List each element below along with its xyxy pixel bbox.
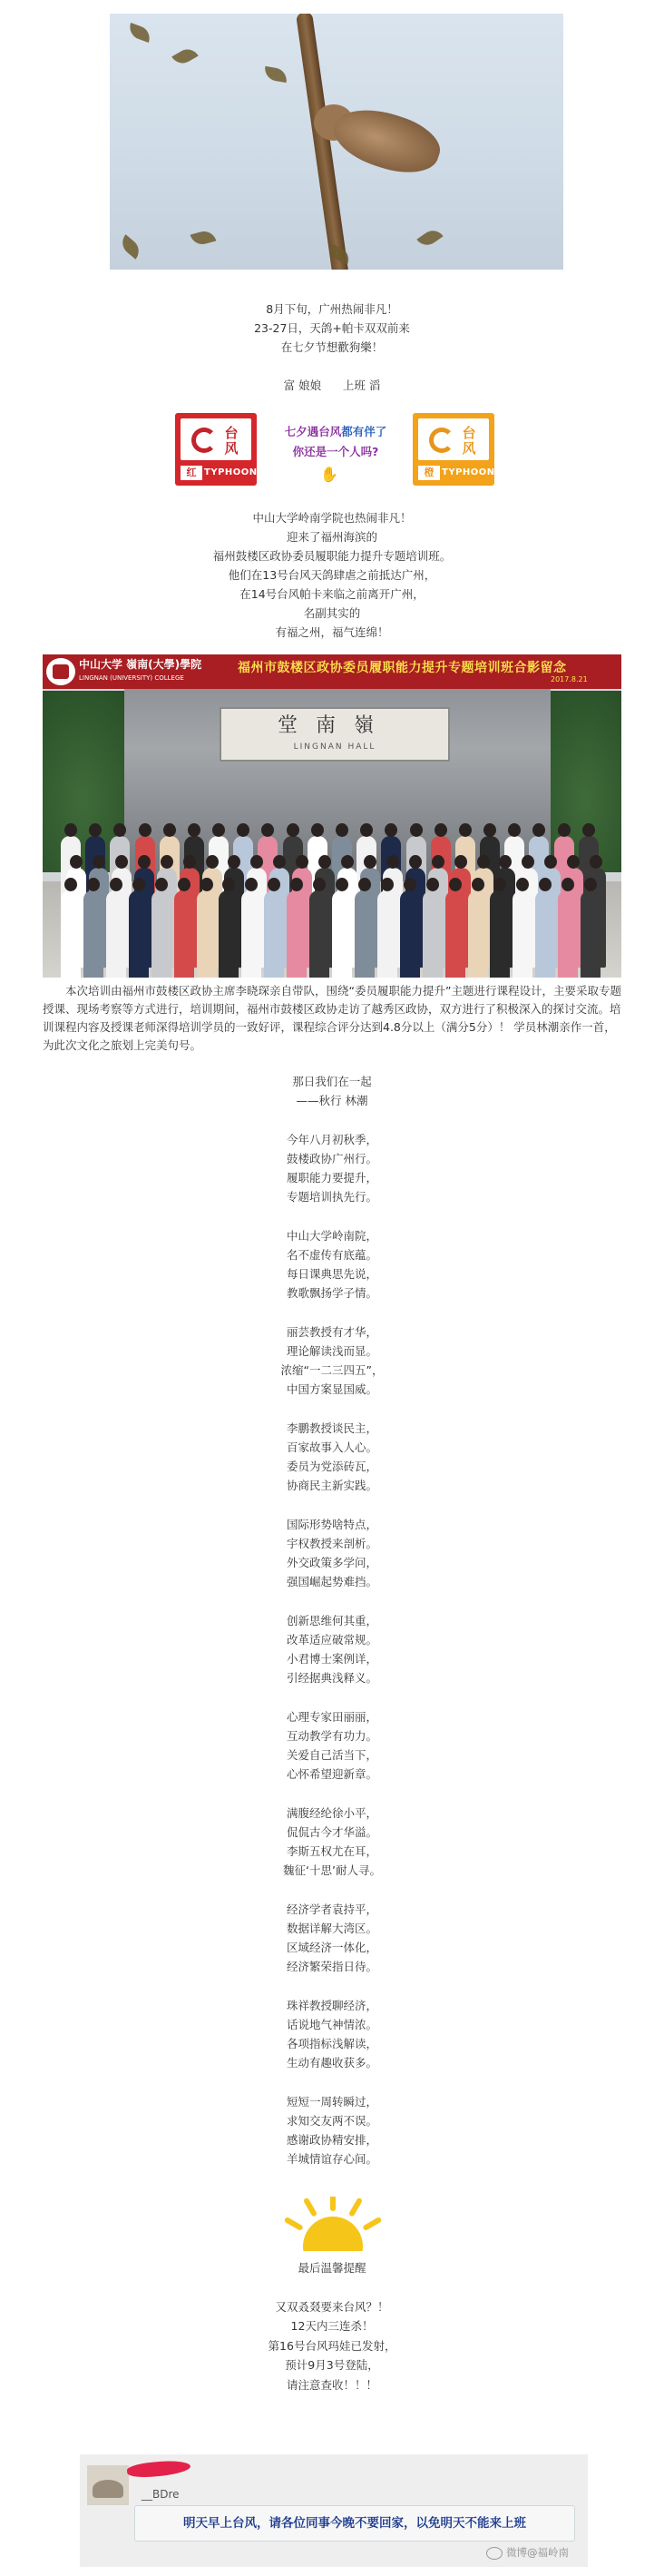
poem-line: 每日课典思先说， — [286, 1267, 377, 1281]
poem-line: 改革适应破常规。 — [286, 1632, 377, 1647]
typhoon-banner — [175, 413, 494, 486]
poem-line: 今年八月初秋季， — [286, 1132, 377, 1146]
person — [558, 890, 578, 978]
reminder-line: 请注意查收！！！ — [286, 2377, 377, 2392]
poem-line: 珠祥教授聊经济， — [286, 1998, 377, 2012]
person — [377, 890, 397, 978]
university-logo — [46, 658, 75, 685]
welcome-line: 迎来了福州海滨的 — [286, 530, 377, 544]
poem-line: 鼓楼政协广州行。 — [286, 1151, 377, 1165]
sign-english: LINGNAN HALL — [293, 742, 376, 752]
leaf — [171, 44, 199, 67]
poem-line: 名不虚传有底蕴。 — [286, 1247, 377, 1262]
poem-line: 侃侃古今才华溢。 — [286, 1824, 377, 1839]
typhoon-icon — [191, 428, 217, 453]
sign-chinese: 堂南嶺 — [277, 714, 392, 737]
caption-line2: 你还是一个人吗? — [292, 445, 379, 458]
leaf — [263, 66, 288, 83]
person — [241, 890, 261, 978]
person — [287, 890, 307, 978]
watermark-text: 微博@福岭南 — [506, 2546, 569, 2559]
intro-text — [0, 300, 664, 395]
poem-line: 经济学者袁持平， — [286, 1902, 377, 1916]
reminder-line: 12天内三连杀！ — [290, 2319, 374, 2333]
summary-paragraph: 本次培训由福州市鼓楼区政协主席李晓琛亲自带队，围绕“委员履职能力提升”主题进行课程设计，主要采取专题授课、现场考察等方式进行，培训期间，福州市鼓楼区政协走访了越秀区政协，双方进行了积极深入的探讨交流。培训课程内容及授课老师深得培训学员的一致好评，课程综合评分达到4.8分以上（满分5分）！ 学员林潮亲作一首，为此次文化之旅划上完美句号。 — [43, 984, 621, 1052]
welcome-line: 有福之州，福气连绵！ — [275, 625, 389, 639]
orange-typhoon-signal — [413, 413, 494, 486]
poem-line: 经济繁荣指日待。 — [286, 1960, 377, 1974]
poem-line: 国际形势啥特点， — [286, 1517, 377, 1531]
caption-line1a: 七夕遇台风 — [284, 425, 342, 438]
lingnan-hall-sign — [220, 707, 450, 762]
poem-line: 区域经济一体化， — [286, 1941, 377, 1954]
reminder — [0, 2258, 664, 2394]
poem-line: 委员为党添砖瓦， — [286, 1460, 377, 1473]
chat-message: 明天早上台风，请各位同事今晚不要回家，以免明天不能来上班 — [183, 2516, 526, 2531]
poem-line: 中国方案显国威。 — [286, 1382, 377, 1397]
poem-line: 宇权教授来剖析。 — [286, 1536, 377, 1550]
intro-credit: 富 娘娘 上班 滔 — [283, 379, 381, 392]
poem-line: 关爱自己活当下， — [286, 1748, 377, 1762]
poem-line: 心怀希望迎新章。 — [286, 1767, 377, 1782]
poem-line: 羊城情谊存心间。 — [286, 2152, 377, 2167]
poem-line: 李鹏教授谈民主， — [286, 1421, 377, 1435]
poem-line: 引经据典浅释义。 — [286, 1671, 377, 1686]
person — [332, 890, 352, 978]
poem-line: 短短一周转瞬过， — [286, 2094, 377, 2109]
signal-level: 红 — [181, 466, 202, 480]
chat-bubble — [134, 2505, 575, 2542]
poem-line: 各项指标浅解读， — [286, 2037, 377, 2050]
caption-line1b: 都有伴了 — [341, 425, 387, 438]
signal-level: 橙 — [418, 466, 440, 480]
poem-line: 魏征‘十思’耐人寻。 — [283, 1863, 381, 1878]
person — [219, 890, 239, 978]
poem-line: 互动教学有功力。 — [286, 1728, 377, 1743]
signal-char: 台 — [462, 425, 476, 441]
person — [490, 890, 510, 978]
welcome-line: 名副其实的 — [303, 606, 361, 620]
typhoon-icon — [429, 428, 454, 453]
poem-line: 生动有趣收获多。 — [286, 2056, 377, 2070]
welcome-line: 福州鼓楼区政协委员履职能力提升专题培训班。 — [212, 549, 452, 563]
person — [83, 890, 103, 978]
group-photo — [43, 654, 621, 978]
poem-line: 强国崛起势难挡。 — [286, 1575, 377, 1589]
poem-line: 李斯五权尤在耳， — [286, 1844, 377, 1858]
signal-char: 台 — [224, 425, 239, 441]
leaf — [126, 23, 152, 43]
university-name-en: LINGNAN (UNIVERSITY) COLLEGE — [79, 674, 184, 682]
person — [151, 890, 171, 978]
poem-line: 理论解读浅而显。 — [286, 1343, 377, 1358]
leaf — [118, 234, 144, 259]
university-name: 中山大学 嶺南(大學)學院 — [79, 658, 202, 671]
intro-line: 在七夕节想歡狗樂！ — [280, 340, 384, 354]
chat-sender-name: __BDre — [142, 2488, 180, 2501]
poem-line: 教歌飘扬学子情。 — [286, 1286, 377, 1301]
poem-author: ——秋行 林潮 — [296, 1094, 368, 1108]
person — [355, 890, 375, 978]
welcome-text — [0, 508, 664, 642]
reminder-line: 预计9月3号登陆， — [285, 2358, 379, 2372]
person — [309, 890, 329, 978]
person — [400, 890, 420, 978]
welcome-line: 中山大学岭南学院也热闹非凡！ — [252, 511, 412, 525]
person — [535, 890, 555, 978]
poem-line: 心理专家田丽丽， — [286, 1709, 377, 1724]
person — [174, 890, 194, 978]
intro-line: 23-27日，天鸽+帕卡双双前来 — [254, 321, 410, 335]
poem-line: 感谢政协精安排， — [286, 2133, 377, 2147]
signal-char: 风 — [462, 440, 476, 457]
leaf — [416, 226, 443, 250]
avatar — [87, 2465, 129, 2505]
photo-banner — [43, 654, 621, 689]
reminder-line: 第16号台风玛娃已发射， — [268, 2338, 396, 2353]
banner-date: 2017.8.21 — [551, 675, 588, 683]
person — [61, 890, 81, 978]
person — [581, 890, 601, 978]
poem-line: 外交政策多学问， — [286, 1556, 377, 1569]
signal-char: 风 — [224, 440, 239, 457]
typhoon-caption — [264, 422, 407, 462]
poem-line: 话说地气神情浓。 — [286, 2017, 377, 2031]
poem-line: 中山大学岭南院， — [286, 1228, 377, 1243]
reminder-line: 又双叒叕要来台风？！ — [275, 2299, 389, 2314]
weibo-watermark — [486, 2545, 569, 2560]
welcome-line: 他们在13号台风天鸽肆虐之前抵达广州， — [228, 568, 436, 582]
poem-line: 浓缩“一二三四五”， — [280, 1363, 384, 1377]
leaf — [190, 229, 217, 247]
poem-line: 履职能力要提升， — [286, 1171, 377, 1185]
poem-line: 创新思维何其重， — [286, 1613, 377, 1627]
banner-title: 福州市鼓楼区政协委员履职能力提升专题培训班合影留念 — [238, 661, 567, 675]
person — [445, 890, 465, 978]
person — [513, 890, 532, 978]
person — [129, 890, 149, 978]
poem-line: 丽芸教授有才华， — [286, 1324, 377, 1339]
person — [423, 890, 443, 978]
reminder-title: 最后温馨提醒 — [298, 2261, 366, 2275]
cat-on-tree-photo — [110, 14, 563, 270]
person — [197, 890, 217, 978]
poem-line: 数据详解大湾区。 — [286, 1921, 377, 1935]
red-typhoon-signal — [175, 413, 257, 486]
poem-line: 专题培训执先行。 — [286, 1190, 377, 1204]
poem — [0, 1072, 664, 2168]
poem-line: 百家故事入人心。 — [286, 1440, 377, 1454]
weibo-icon — [486, 2547, 503, 2560]
person — [106, 890, 126, 978]
redaction-scribble — [126, 2458, 190, 2479]
poem-title: 那日我们在一起 — [292, 1075, 372, 1088]
person — [264, 890, 284, 978]
signal-word: TYPHOON — [442, 467, 495, 477]
poem-line: 小君博士案例详， — [286, 1652, 377, 1666]
group-of-people — [43, 800, 621, 978]
sun-icon — [283, 2197, 383, 2251]
poem-line: 求知交友两不误。 — [286, 2113, 377, 2128]
person — [468, 890, 488, 978]
heart-hands-icon: ✋ — [320, 466, 338, 483]
welcome-line: 在14号台风帕卡来临之前离开广州， — [239, 587, 425, 601]
intro-line: 8月下旬，广州热闹非凡！ — [266, 302, 398, 316]
poem-line: 协商民主新实践。 — [286, 1479, 377, 1493]
signal-word: TYPHOON — [204, 467, 258, 477]
poem-line: 满腹经纶徐小平， — [286, 1805, 377, 1820]
